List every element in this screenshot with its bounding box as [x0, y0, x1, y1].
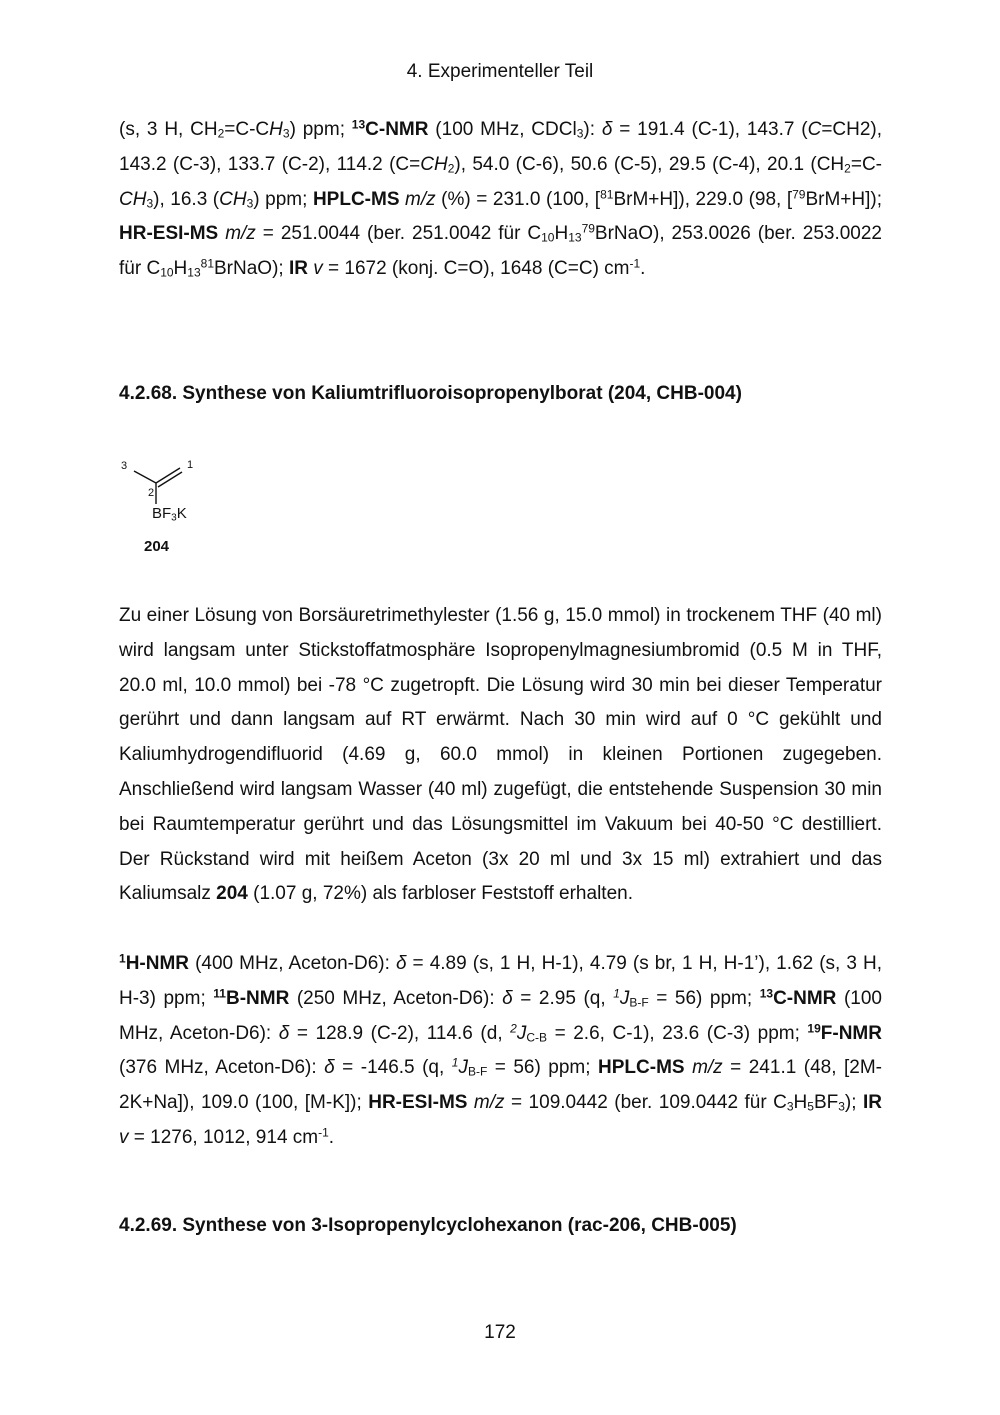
- section-heading-4-2-69: 4.2.69. Synthese von 3-Isopropenylcyclohexanon (rac-206, CHB-005): [119, 1215, 737, 1236]
- atom-label-1: 1: [187, 459, 194, 471]
- atom-label-3: 3: [121, 460, 128, 472]
- compound-number: 204: [144, 538, 170, 555]
- running-header: 4. Experimenteller Teil: [406, 61, 594, 82]
- continued-analytics-paragraph: (s, 3 H, $CH_2=C-CH_3$) ppm; $^{13}$C-NMR (100 MHz, CDCl$_3$): δ = 191.4 (C-1), 143.7 (C=CH2), 143.2 (C-3), 133.7 (C-2), 114.2 $(C=CH_2)$, 54.0 (C-6), 50.6 (C-5), 29.5 (C-4), 20.1 $(CH_2=C-CH_3)$, 16.3 $(CH_3)$ ppm; HPLC-MS m/z (%) = 231.0 (100, [$^{81}$BrM+H]), 229.0 (98, [$^{79}$BrM+H]); HR-ESI-MS m/z = 251.0044 (ber. 251.0042 für $C_{10}H_{13}^{79}BrNaO$), 253.0026 (ber. 253.0022 für $C_{10}H_{13}^{81}BrNaO$); IR v = 1672 (konj. C=O), 1648 (C=C) $cm^{-1}$.: [119, 117, 883, 280]
- substituent-bf3k: $BF_3K$: [152, 505, 187, 524]
- analytics-paragraph: $^1$H-NMR (400 MHz, Aceton-D6): δ = 4.89 (s, 1 H, H-1), 4.79 (s br, 1 H, H-1’), 1.62 (s, 3 H, H-3) ppm; $^{11}$B-NMR (250 MHz, Aceton-D6): δ = 2.95 (q, $^1J_{B-F} = 56$) ppm; $^{13}$C-NMR (100 MHz, Aceton-D6): δ = 128.9 (C-2), 114.6 (d, $^2J_{C-B} = 2.6$, C-1), 23.6 (C-3) ppm; $^{19}$F-NMR (376 MHz, Aceton-D6): δ = -146.5 (q, $^1J_{B-F} = 56$) ppm; HPLC-MS m/z = 241.1 (48, [2M-2K+Na]), 109.0 (100, [M-K]); HR-ESI-MS m/z = 109.0442 (ber. 109.0442 für $C_3H_5BF_3$); IR v = 1276, 1012, 914 $cm^{-1}$.: [119, 951, 882, 1148]
- page-number: 172: [484, 1322, 516, 1343]
- bond-c3-c2: [134, 471, 156, 483]
- procedure-paragraph: Zu einer Lösung von Borsäuretrimethylester (1.56 g, 15.0 mmol) in trockenem THF (40 ml) wird langsam unter Stickstoffatmosphäre Isopropenylmagnesiumbromid (0.5 M in THF, 20.0 ml, 10.0 mmol) bei -78 °C zugetropft. Die Lösung wird 30 min bei dieser Temperatur gerührt und dann langsam auf RT erwärmt. Nach 30 min wird auf 0 °C gekühlt und Kaliumhydrogendifluorid (4.69 g, 60.0 mmol) in kleinen Portionen zugegeben. Anschließend wird langsam Wasser (40 ml) zugefügt, die entstehende Suspension 30 min bei Raumtemperatur gerührt und das Lösungsmittel im Vakuum bei 40-50 °C destilliert. Der Rückstand wird mit heißem Aceton (3x 20 ml und 3x 15 ml) extrahiert und das Kaliumsalz 204 (1.07 g, 72%) als farbloser Feststoff erhalten.: [119, 605, 882, 905]
- chemical-structure-204: [119, 455, 209, 565]
- atom-label-2: 2: [148, 487, 155, 499]
- section-heading-4-2-68: 4.2.68. Synthese von Kaliumtrifluoroisopropenylborat (204, CHB-004): [119, 383, 742, 404]
